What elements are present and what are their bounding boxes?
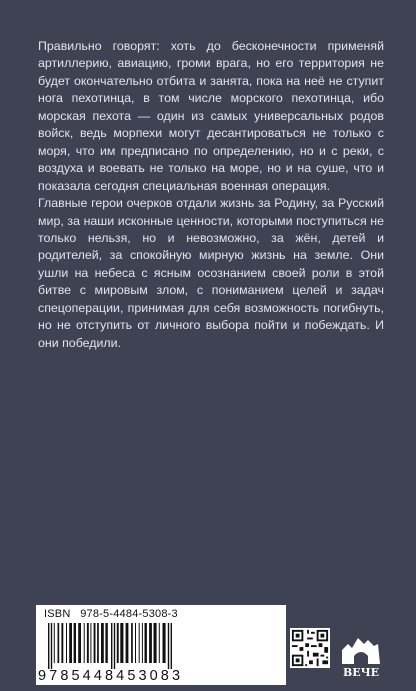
blurb-text bbox=[38, 38, 384, 352]
publisher-logo-text: ВЕЧЕ bbox=[342, 666, 380, 679]
isbn-label: ISBN 978-5-4484-5308-3 bbox=[44, 608, 178, 620]
qr-code-icon bbox=[290, 628, 330, 668]
blurb-paragraph-2: Главные герои очерков отдали жизнь за Родину, за Русский мир, за наши исконные ценности, которыми поступиться не только нельзя, но и невозможно, за жён, детей и родителей, за спокойную мирную жизнь на земле. Они ушли на небеса с ясным осознанием своей роли в этой битве с мировым злом, с пониманием целей и задач спецоперации, принимая для себя возможность погибнуть, но не отступить от личного выбора пойти и побеждать. И они победили. bbox=[38, 196, 384, 350]
publisher-logo bbox=[338, 630, 384, 684]
blurb-paragraph-1: Правильно говорят: хоть до бесконечности применяй артиллерию, авиацию, громи врага, но его территория не будет окончательно отбита и занята, пока на неё не ступит нога пехотинца, в том числе морского пехотинца, ибо морская пехота — один из самых универсальных родов войск, ведь морпехи могут десантироваться не только с моря, что им предписано по определению, но и с реки, с воздуха и воевать не только на море, но и на суше, что и показала сегодня специальная военная операция. bbox=[38, 39, 384, 193]
barcode-bars bbox=[46, 623, 286, 669]
ean-digits: 9785448453083 bbox=[38, 668, 184, 684]
barcode-block bbox=[36, 605, 286, 685]
